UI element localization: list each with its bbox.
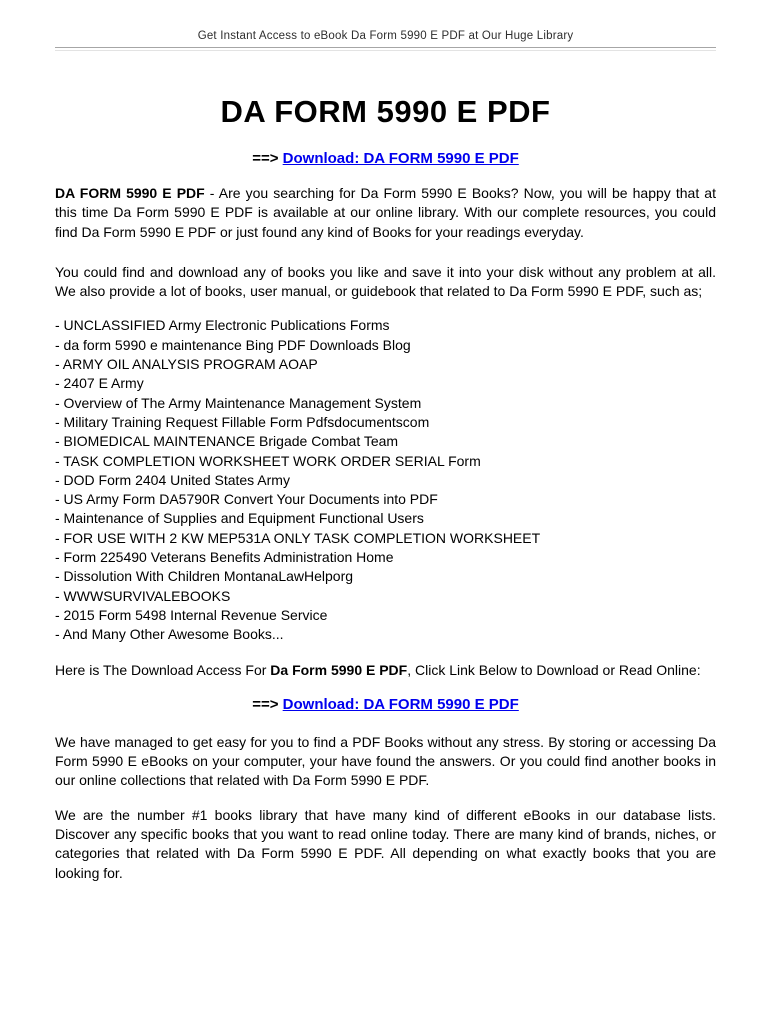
cta-arrow-text: ==> (252, 695, 279, 713)
cta-arrow-text: ==> (252, 150, 279, 167)
list-item: - Maintenance of Supplies and Equipment Functional Users (55, 510, 424, 527)
managed-paragraph: We have managed to get easy for you to find a PDF Books without any stress. By storing or accessing Da Form 5990 E eBooks on your computer, your have found the answers. Or you could find another books in our online collections that related with Da Form 5990 E PDF. (55, 733, 716, 789)
list-item: - 2407 E Army (55, 375, 144, 392)
download-link-top[interactable]: Download: DA FORM 5990 E PDF (282, 150, 519, 167)
download-link-bottom[interactable]: Download: DA FORM 5990 E PDF (282, 695, 519, 713)
list-item: - Overview of The Army Maintenance Management System (55, 394, 422, 411)
running-header: Get Instant Access to eBook Da Form 5990 E PDF at Our Huge Library (197, 30, 574, 42)
list-item: - BIOMEDICAL MAINTENANCE Brigade Combat Team (55, 433, 399, 450)
download-cta-top (55, 151, 716, 166)
list-item: - DOD Form 2404 United States Army (55, 471, 290, 488)
list-item: - US Army Form DA5790R Convert Your Documents into PDF (55, 491, 438, 508)
list-item: - FOR USE WITH 2 KW MEP531A ONLY TASK COMPLETION WORKSHEET (55, 529, 541, 546)
here-is-paragraph (55, 661, 716, 680)
list-item: - 2015 Form 5498 Internal Revenue Service (55, 606, 328, 623)
list-item: - Dissolution With Children MontanaLawHelporg (55, 568, 354, 585)
intro-paragraph-text: - Are you searching for Da Form 5990 E Books? Now, you will be happy that at this time Da Form 5990 E PDF is available at our online library. With our complete resources, you could find Da Form 5990 E PDF or just found any kind of Books for your readings everyday. (55, 185, 716, 240)
list-item: - And Many Other Awesome Books... (55, 626, 284, 643)
here-is-paragraph-post: , Click Link Below to Download or Read Online: (407, 661, 701, 678)
page-title: DA FORM 5990 E PDF (220, 94, 551, 129)
here-is-paragraph-pre: Here is The Download Access For (55, 661, 271, 678)
list-item: - Military Training Request Fillable Form Pdfsdocumentscom (55, 413, 430, 430)
list-item: - ARMY OIL ANALYSIS PROGRAM AOAP (55, 356, 318, 373)
find-download-paragraph: You could find and download any of books you like and save it into your disk without any problem at all. We also provide a lot of books, user manual, or guidebook that related to Da Form 5990 E PDF, such as; (55, 263, 716, 300)
list-item: - da form 5990 e maintenance Bing PDF Downloads Blog (55, 336, 411, 353)
intro-paragraph (55, 184, 716, 242)
list-item: - UNCLASSIFIED Army Electronic Publications Forms (55, 317, 390, 334)
header-divider (55, 47, 716, 51)
list-item: - WWWSURVIVALEBOOKS (55, 587, 231, 604)
list-item: - TASK COMPLETION WORKSHEET WORK ORDER SERIAL Form (55, 452, 481, 469)
list-item: - Form 225490 Veterans Benefits Administration Home (55, 549, 394, 566)
book-list (55, 316, 716, 644)
download-cta-bottom (55, 697, 716, 712)
number-one-paragraph: We are the number #1 books library that have many kind of different eBooks in our database lists. Discover any specific books that you want to read online today. There are many kind of brands, niches, or categories that related with Da Form 5990 E PDF. All depending on what exactly books that you are looking for. (55, 806, 716, 881)
here-is-paragraph-bold: Da Form 5990 E PDF (270, 661, 408, 678)
intro-paragraph-bold-lead: DA FORM 5990 E PDF (55, 185, 205, 201)
